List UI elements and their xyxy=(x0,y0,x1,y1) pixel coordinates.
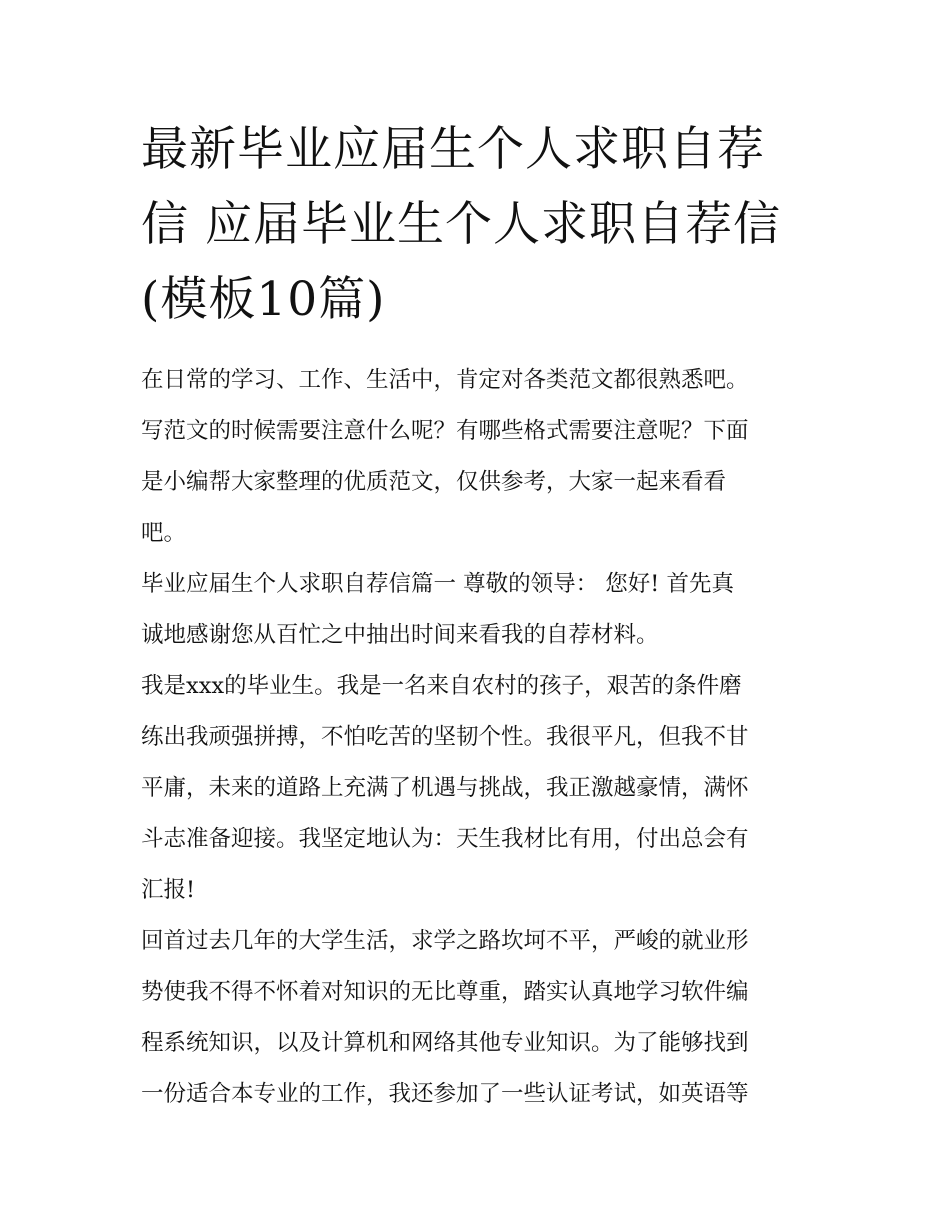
title-line: (模板10篇) xyxy=(141,272,386,327)
body-line: 回首过去几年的大学生活，求学之路坎坷不平，严峻的就业形 xyxy=(141,928,749,954)
body-line: 练出我顽强拼搏，不怕吃苦的坚韧个性。我很平凡，但我不甘 xyxy=(141,724,749,750)
body-line: 势使我不得不怀着对知识的无比尊重，踏实认真地学习软件编 xyxy=(141,979,749,1005)
body-line: 斗志准备迎接。我坚定地认为：天生我材比有用，付出总会有 xyxy=(141,826,749,852)
body-line: 在日常的学习、工作、生活中，肯定对各类范文都很熟悉吧。 xyxy=(141,367,749,393)
body-line: 吧。 xyxy=(141,520,187,546)
body-line: 一份适合本专业的工作，我还参加了一些认证考试，如英语等 xyxy=(141,1081,749,1107)
body-line: 平庸，未来的道路上充满了机遇与挑战，我正激越豪情，满怀 xyxy=(141,775,749,801)
body-line: 诚地感谢您从百忙之中抽出时间来看我的自荐材料。 xyxy=(141,622,659,648)
document-body xyxy=(141,355,821,1120)
body-line: 我是xxx的毕业生。我是一名来自农村的孩子，艰苦的条件磨 xyxy=(141,673,742,699)
title-line: 信 应届毕业生个人求职自荐信 xyxy=(141,197,781,252)
body-line: 是小编帮大家整理的优质范文，仅供参考，大家一起来看看 xyxy=(141,469,727,495)
body-line: 毕业应届生个人求职自荐信篇一 尊敬的领导： 您好! 首先真 xyxy=(141,571,734,597)
title-line: 最新毕业应届生个人求职自荐 xyxy=(141,122,765,177)
body-line: 写范文的时候需要注意什么呢？有哪些格式需要注意呢？下面 xyxy=(141,418,749,444)
document-title xyxy=(141,112,821,337)
body-line: 汇报! xyxy=(141,877,196,903)
body-line: 程系统知识，以及计算机和网络其他专业知识。为了能够找到 xyxy=(141,1030,749,1056)
